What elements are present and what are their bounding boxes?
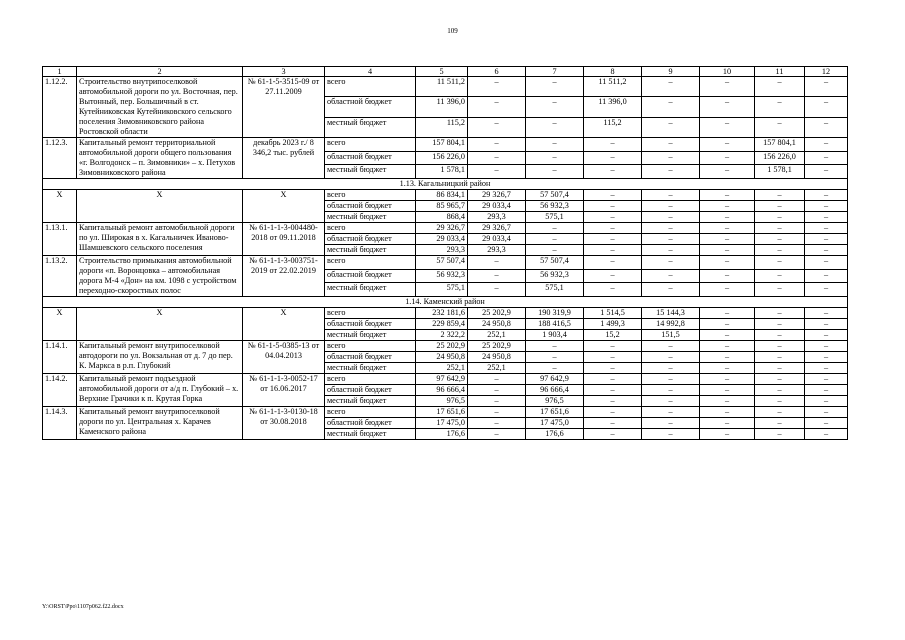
amount-cell: – bbox=[755, 212, 805, 223]
amount-cell: – bbox=[755, 283, 805, 297]
amount-cell: – bbox=[468, 256, 526, 270]
amount-cell: – bbox=[805, 341, 848, 352]
column-number: 11 bbox=[755, 67, 805, 77]
amount-cell: 29 326,7 bbox=[468, 190, 526, 201]
amount-cell: – bbox=[468, 407, 526, 418]
amount-cell: – bbox=[805, 117, 848, 137]
amount-cell: – bbox=[805, 396, 848, 407]
page-number: 109 bbox=[447, 27, 458, 35]
funding-source: всего bbox=[325, 256, 416, 270]
amount-cell: 17 651,6 bbox=[526, 407, 584, 418]
amount-cell: – bbox=[584, 283, 642, 297]
amount-cell: – bbox=[468, 374, 526, 385]
amount-cell: – bbox=[526, 223, 584, 234]
amount-cell: – bbox=[468, 269, 526, 283]
amount-cell: – bbox=[700, 245, 755, 256]
amount-cell: – bbox=[584, 165, 642, 179]
amount-cell: – bbox=[642, 396, 700, 407]
amount-cell: 86 834,1 bbox=[416, 190, 468, 201]
row-number: Х bbox=[43, 308, 77, 341]
amount-cell: 96 666,4 bbox=[416, 385, 468, 396]
amount-cell: 57 507,4 bbox=[526, 190, 584, 201]
amount-cell: – bbox=[642, 212, 700, 223]
amount-cell: – bbox=[700, 418, 755, 429]
funding-source: местный бюджет bbox=[325, 212, 416, 223]
row-number: 1.12.2. bbox=[43, 77, 77, 138]
amount-cell: – bbox=[700, 223, 755, 234]
amount-cell: – bbox=[755, 363, 805, 374]
amount-cell: – bbox=[700, 201, 755, 212]
document-details: № 61-1-1-3-0052-17 от 16.06.2017 bbox=[243, 374, 325, 407]
amount-cell: – bbox=[584, 385, 642, 396]
amount-cell: – bbox=[526, 165, 584, 179]
table-row bbox=[43, 138, 848, 152]
amount-cell: 57 507,4 bbox=[526, 256, 584, 270]
amount-cell: – bbox=[700, 165, 755, 179]
object-name: Строительство примыкания автомобильной дороги «п. Воронцовка – автомобильная дорога М-4 «Дон» на км. 1098 с устройством переходно-скоростных полос bbox=[77, 256, 243, 297]
amount-cell: 293,3 bbox=[468, 245, 526, 256]
amount-cell: 25 202,9 bbox=[416, 341, 468, 352]
table-row bbox=[43, 223, 848, 234]
table-row bbox=[43, 407, 848, 418]
object-name: Капитальный ремонт подъездной автомобильной дороги от а/д п. Глубокий – х. Верхние Грачики к п. Крутая Горка bbox=[77, 374, 243, 407]
column-number: 8 bbox=[584, 67, 642, 77]
amount-cell: – bbox=[700, 308, 755, 319]
amount-cell: 2 322,2 bbox=[416, 330, 468, 341]
amount-cell: – bbox=[584, 418, 642, 429]
amount-cell: 24 950,8 bbox=[468, 319, 526, 330]
amount-cell: 232 181,6 bbox=[416, 308, 468, 319]
amount-cell: 14 992,8 bbox=[642, 319, 700, 330]
amount-cell: – bbox=[642, 341, 700, 352]
amount-cell: – bbox=[584, 201, 642, 212]
amount-cell: – bbox=[642, 117, 700, 137]
amount-cell: – bbox=[700, 97, 755, 117]
funding-source: местный бюджет bbox=[325, 117, 416, 137]
amount-cell: – bbox=[642, 256, 700, 270]
column-number: 12 bbox=[805, 67, 848, 77]
amount-cell: – bbox=[805, 245, 848, 256]
amount-cell: 1 514,5 bbox=[584, 308, 642, 319]
amount-cell: 188 416,5 bbox=[526, 319, 584, 330]
amount-cell: 15 144,3 bbox=[642, 308, 700, 319]
amount-cell: – bbox=[755, 256, 805, 270]
row-number: 1.12.3. bbox=[43, 138, 77, 179]
amount-cell: – bbox=[526, 363, 584, 374]
amount-cell: – bbox=[642, 245, 700, 256]
amount-cell: – bbox=[584, 374, 642, 385]
amount-cell: – bbox=[468, 283, 526, 297]
amount-cell: 1 578,1 bbox=[755, 165, 805, 179]
amount-cell: – bbox=[700, 363, 755, 374]
funding-source: всего bbox=[325, 341, 416, 352]
amount-cell: – bbox=[584, 234, 642, 245]
object-name: Капитальный ремонт внутрипоселковой дороги по ул. Центральная х. Карачев Каменского района bbox=[77, 407, 243, 440]
amount-cell: – bbox=[755, 418, 805, 429]
amount-cell: – bbox=[642, 165, 700, 179]
funding-source: областной бюджет bbox=[325, 234, 416, 245]
amount-cell: – bbox=[755, 245, 805, 256]
amount-cell: 29 326,7 bbox=[416, 223, 468, 234]
funding-source: всего bbox=[325, 407, 416, 418]
amount-cell: – bbox=[584, 269, 642, 283]
amount-cell: 97 642,9 bbox=[526, 374, 584, 385]
budget-table bbox=[42, 66, 848, 440]
amount-cell: – bbox=[805, 138, 848, 152]
amount-cell: – bbox=[642, 352, 700, 363]
amount-cell: – bbox=[805, 283, 848, 297]
table-row bbox=[43, 77, 848, 97]
amount-cell: – bbox=[642, 151, 700, 165]
amount-cell: 11 396,0 bbox=[584, 97, 642, 117]
amount-cell: – bbox=[584, 245, 642, 256]
amount-cell: 293,3 bbox=[416, 245, 468, 256]
column-number: 6 bbox=[468, 67, 526, 77]
amount-cell: – bbox=[700, 330, 755, 341]
amount-cell: – bbox=[468, 138, 526, 152]
amount-cell: – bbox=[700, 429, 755, 440]
amount-cell: – bbox=[642, 201, 700, 212]
amount-cell: – bbox=[805, 234, 848, 245]
amount-cell: – bbox=[755, 117, 805, 137]
amount-cell: – bbox=[526, 97, 584, 117]
amount-cell: 1 499,3 bbox=[584, 319, 642, 330]
amount-cell: – bbox=[584, 352, 642, 363]
amount-cell: 11 396,0 bbox=[416, 97, 468, 117]
object-name: Капитальный ремонт территориальной автомобильной дороги общего пользования «г. Волгодонск – п. Зимовники» – х. Петухов Зимовниковского района bbox=[77, 138, 243, 179]
amount-cell: – bbox=[584, 341, 642, 352]
funding-source: всего bbox=[325, 138, 416, 152]
amount-cell: 176,6 bbox=[416, 429, 468, 440]
amount-cell: – bbox=[755, 308, 805, 319]
row-number: 1.13.1. bbox=[43, 223, 77, 256]
amount-cell: 190 319,9 bbox=[526, 308, 584, 319]
amount-cell: – bbox=[805, 212, 848, 223]
amount-cell: – bbox=[755, 407, 805, 418]
document-details: № 61-1-5-0385-13 от 04.04.2013 bbox=[243, 341, 325, 374]
amount-cell: – bbox=[755, 330, 805, 341]
amount-cell: – bbox=[700, 212, 755, 223]
amount-cell: – bbox=[700, 117, 755, 137]
amount-cell: 293,3 bbox=[468, 212, 526, 223]
column-number-row bbox=[43, 67, 848, 77]
funding-source: местный бюджет bbox=[325, 363, 416, 374]
amount-cell: – bbox=[584, 138, 642, 152]
amount-cell: – bbox=[700, 374, 755, 385]
column-number: 5 bbox=[416, 67, 468, 77]
amount-cell: – bbox=[468, 429, 526, 440]
amount-cell: – bbox=[805, 190, 848, 201]
amount-cell: – bbox=[700, 151, 755, 165]
amount-cell: – bbox=[468, 385, 526, 396]
amount-cell: – bbox=[755, 97, 805, 117]
amount-cell: 252,1 bbox=[468, 363, 526, 374]
amount-cell: – bbox=[468, 151, 526, 165]
funding-source: местный бюджет bbox=[325, 396, 416, 407]
amount-cell: – bbox=[755, 396, 805, 407]
amount-cell: 157 804,1 bbox=[416, 138, 468, 152]
amount-cell: – bbox=[805, 77, 848, 97]
amount-cell: – bbox=[642, 77, 700, 97]
amount-cell: 29 326,7 bbox=[468, 223, 526, 234]
amount-cell: 976,5 bbox=[416, 396, 468, 407]
funding-source: всего bbox=[325, 77, 416, 97]
amount-cell: 29 033,4 bbox=[468, 234, 526, 245]
object-name: Строительство внутрипоселковой автомобильной дороги по ул. Восточная, пер. Вытонный, пер. Большичный в ст. Кутейниковская Кутейниковского сельского поселения Зимовниковского района Ростовской области bbox=[77, 77, 243, 138]
amount-cell: – bbox=[642, 374, 700, 385]
amount-cell: – bbox=[584, 407, 642, 418]
funding-source: областной бюджет bbox=[325, 201, 416, 212]
column-number: 3 bbox=[243, 67, 325, 77]
amount-cell: 229 859,4 bbox=[416, 319, 468, 330]
amount-cell: 1 903,4 bbox=[526, 330, 584, 341]
amount-cell: 1 578,1 bbox=[416, 165, 468, 179]
section-header-row bbox=[43, 179, 848, 190]
amount-cell: 85 965,7 bbox=[416, 201, 468, 212]
amount-cell: – bbox=[642, 407, 700, 418]
amount-cell: – bbox=[805, 165, 848, 179]
amount-cell: – bbox=[700, 190, 755, 201]
amount-cell: – bbox=[468, 165, 526, 179]
amount-cell: – bbox=[755, 352, 805, 363]
amount-cell: – bbox=[526, 234, 584, 245]
amount-cell: – bbox=[642, 97, 700, 117]
amount-cell: – bbox=[700, 341, 755, 352]
funding-source: всего bbox=[325, 374, 416, 385]
funding-source: областной бюджет bbox=[325, 418, 416, 429]
funding-source: областной бюджет bbox=[325, 385, 416, 396]
row-number: 1.13.2. bbox=[43, 256, 77, 297]
funding-source: областной бюджет bbox=[325, 151, 416, 165]
row-number: 1.14.3. bbox=[43, 407, 77, 440]
amount-cell: – bbox=[755, 223, 805, 234]
amount-cell: – bbox=[642, 234, 700, 245]
amount-cell: 56 932,3 bbox=[416, 269, 468, 283]
amount-cell: – bbox=[584, 429, 642, 440]
amount-cell: – bbox=[805, 330, 848, 341]
amount-cell: – bbox=[805, 319, 848, 330]
amount-cell: – bbox=[755, 190, 805, 201]
section-header-row bbox=[43, 297, 848, 308]
amount-cell: – bbox=[755, 201, 805, 212]
amount-cell: 575,1 bbox=[526, 283, 584, 297]
amount-cell: – bbox=[526, 77, 584, 97]
amount-cell: 252,1 bbox=[416, 363, 468, 374]
amount-cell: – bbox=[700, 407, 755, 418]
amount-cell: – bbox=[584, 363, 642, 374]
amount-cell: 11 511,2 bbox=[416, 77, 468, 97]
funding-source: всего bbox=[325, 223, 416, 234]
amount-cell: 115,2 bbox=[584, 117, 642, 137]
amount-cell: 29 033,4 bbox=[416, 234, 468, 245]
amount-cell: – bbox=[468, 396, 526, 407]
amount-cell: 56 932,3 bbox=[526, 201, 584, 212]
funding-source: местный бюджет bbox=[325, 330, 416, 341]
amount-cell: 25 202,9 bbox=[468, 341, 526, 352]
amount-cell: – bbox=[526, 151, 584, 165]
amount-cell: – bbox=[755, 234, 805, 245]
amount-cell: 25 202,9 bbox=[468, 308, 526, 319]
amount-cell: – bbox=[805, 352, 848, 363]
table-row bbox=[43, 190, 848, 201]
amount-cell: – bbox=[755, 341, 805, 352]
amount-cell: – bbox=[755, 429, 805, 440]
amount-cell: – bbox=[642, 223, 700, 234]
amount-cell: – bbox=[755, 77, 805, 97]
amount-cell: – bbox=[805, 97, 848, 117]
table-row bbox=[43, 374, 848, 385]
table-row bbox=[43, 256, 848, 270]
amount-cell: 97 642,9 bbox=[416, 374, 468, 385]
amount-cell: – bbox=[805, 151, 848, 165]
amount-cell: – bbox=[805, 374, 848, 385]
amount-cell: 57 507,4 bbox=[416, 256, 468, 270]
amount-cell: – bbox=[805, 308, 848, 319]
amount-cell: – bbox=[468, 418, 526, 429]
amount-cell: 15,2 bbox=[584, 330, 642, 341]
amount-cell: – bbox=[642, 138, 700, 152]
amount-cell: – bbox=[584, 190, 642, 201]
funding-source: областной бюджет bbox=[325, 97, 416, 117]
funding-source: местный бюджет bbox=[325, 283, 416, 297]
amount-cell: 868,4 bbox=[416, 212, 468, 223]
amount-cell: – bbox=[584, 151, 642, 165]
amount-cell: – bbox=[700, 396, 755, 407]
column-number: 4 bbox=[325, 67, 416, 77]
amount-cell: – bbox=[468, 117, 526, 137]
amount-cell: – bbox=[526, 245, 584, 256]
object-name: Капитальный ремонт автомобильной дороги по ул. Широкая в х. Кагальничек Иваново-Шамшевского сельского поселения bbox=[77, 223, 243, 256]
amount-cell: – bbox=[805, 385, 848, 396]
amount-cell: – bbox=[642, 283, 700, 297]
amount-cell: 17 475,0 bbox=[526, 418, 584, 429]
amount-cell: – bbox=[526, 341, 584, 352]
funding-source: областной бюджет bbox=[325, 319, 416, 330]
funding-source: всего bbox=[325, 190, 416, 201]
amount-cell: 17 475,0 bbox=[416, 418, 468, 429]
amount-cell: 157 804,1 bbox=[755, 138, 805, 152]
amount-cell: 156 226,0 bbox=[416, 151, 468, 165]
document-details: № 61-1-1-3-004480-2018 от 09.11.2018 bbox=[243, 223, 325, 256]
amount-cell: – bbox=[526, 138, 584, 152]
funding-source: всего bbox=[325, 308, 416, 319]
amount-cell: 575,1 bbox=[416, 283, 468, 297]
amount-cell: – bbox=[700, 269, 755, 283]
funding-source: местный бюджет bbox=[325, 165, 416, 179]
amount-cell: 115,2 bbox=[416, 117, 468, 137]
amount-cell: – bbox=[642, 190, 700, 201]
column-number: 10 bbox=[700, 67, 755, 77]
amount-cell: – bbox=[642, 418, 700, 429]
amount-cell: 29 033,4 bbox=[468, 201, 526, 212]
row-number: 1.14.2. bbox=[43, 374, 77, 407]
amount-cell: 176,6 bbox=[526, 429, 584, 440]
amount-cell: – bbox=[805, 223, 848, 234]
amount-cell: 56 932,3 bbox=[526, 269, 584, 283]
amount-cell: – bbox=[526, 352, 584, 363]
amount-cell: – bbox=[584, 212, 642, 223]
amount-cell: – bbox=[584, 396, 642, 407]
document-details: декабрь 2023 г./ 8 346,2 тыс. рублей bbox=[243, 138, 325, 179]
amount-cell: 156 226,0 bbox=[755, 151, 805, 165]
section-title: 1.14. Каменский район bbox=[43, 297, 848, 308]
object-name: Капитальный ремонт внутрипоселковой автодороги по ул. Вокзальная от д. 7 до пер. К. Маркса в р.п. Глубокий bbox=[77, 341, 243, 374]
amount-cell: 151,5 bbox=[642, 330, 700, 341]
amount-cell: – bbox=[805, 363, 848, 374]
amount-cell: – bbox=[700, 256, 755, 270]
amount-cell: – bbox=[700, 283, 755, 297]
amount-cell: – bbox=[700, 138, 755, 152]
amount-cell: – bbox=[700, 319, 755, 330]
row-number: 1.14.1. bbox=[43, 341, 77, 374]
amount-cell: – bbox=[805, 429, 848, 440]
funding-source: местный бюджет bbox=[325, 245, 416, 256]
amount-cell: – bbox=[700, 77, 755, 97]
document-details: Х bbox=[243, 190, 325, 223]
amount-cell: 96 666,4 bbox=[526, 385, 584, 396]
column-number: 7 bbox=[526, 67, 584, 77]
amount-cell: – bbox=[584, 223, 642, 234]
amount-cell: – bbox=[468, 97, 526, 117]
amount-cell: 976,5 bbox=[526, 396, 584, 407]
funding-source: областной бюджет bbox=[325, 352, 416, 363]
section-title: 1.13. Кагальницкий район bbox=[43, 179, 848, 190]
file-path-footer: Y:\ORST\Ppo\1107p062.f22.docx bbox=[42, 604, 124, 610]
amount-cell: – bbox=[755, 385, 805, 396]
object-name: Х bbox=[77, 308, 243, 341]
amount-cell: – bbox=[755, 374, 805, 385]
amount-cell: 11 511,2 bbox=[584, 77, 642, 97]
amount-cell: – bbox=[755, 269, 805, 283]
row-number: Х bbox=[43, 190, 77, 223]
amount-cell: – bbox=[642, 363, 700, 374]
amount-cell: 17 651,6 bbox=[416, 407, 468, 418]
funding-source: местный бюджет bbox=[325, 429, 416, 440]
table-row bbox=[43, 308, 848, 319]
document-details: Х bbox=[243, 308, 325, 341]
table-row bbox=[43, 341, 848, 352]
amount-cell: – bbox=[526, 117, 584, 137]
amount-cell: – bbox=[700, 234, 755, 245]
amount-cell: 252,1 bbox=[468, 330, 526, 341]
amount-cell: – bbox=[584, 256, 642, 270]
amount-cell: – bbox=[700, 385, 755, 396]
amount-cell: – bbox=[642, 385, 700, 396]
amount-cell: 575,1 bbox=[526, 212, 584, 223]
column-number: 9 bbox=[642, 67, 700, 77]
column-number: 2 bbox=[77, 67, 243, 77]
amount-cell: – bbox=[805, 201, 848, 212]
amount-cell: 24 950,8 bbox=[416, 352, 468, 363]
document-details: № 61-1-5-3515-09 от 27.11.2009 bbox=[243, 77, 325, 138]
amount-cell: – bbox=[642, 269, 700, 283]
amount-cell: – bbox=[805, 418, 848, 429]
amount-cell: – bbox=[642, 429, 700, 440]
object-name: Х bbox=[77, 190, 243, 223]
amount-cell: – bbox=[755, 319, 805, 330]
amount-cell: – bbox=[468, 77, 526, 97]
amount-cell: – bbox=[700, 352, 755, 363]
amount-cell: – bbox=[805, 269, 848, 283]
document-details: № 61-1-1-3-0130-18 от 30.08.2018 bbox=[243, 407, 325, 440]
amount-cell: – bbox=[805, 256, 848, 270]
funding-source: областной бюджет bbox=[325, 269, 416, 283]
amount-cell: 24 950,8 bbox=[468, 352, 526, 363]
document-details: № 61-1-1-3-003751-2019 от 22.02.2019 bbox=[243, 256, 325, 297]
column-number: 1 bbox=[43, 67, 77, 77]
amount-cell: – bbox=[805, 407, 848, 418]
